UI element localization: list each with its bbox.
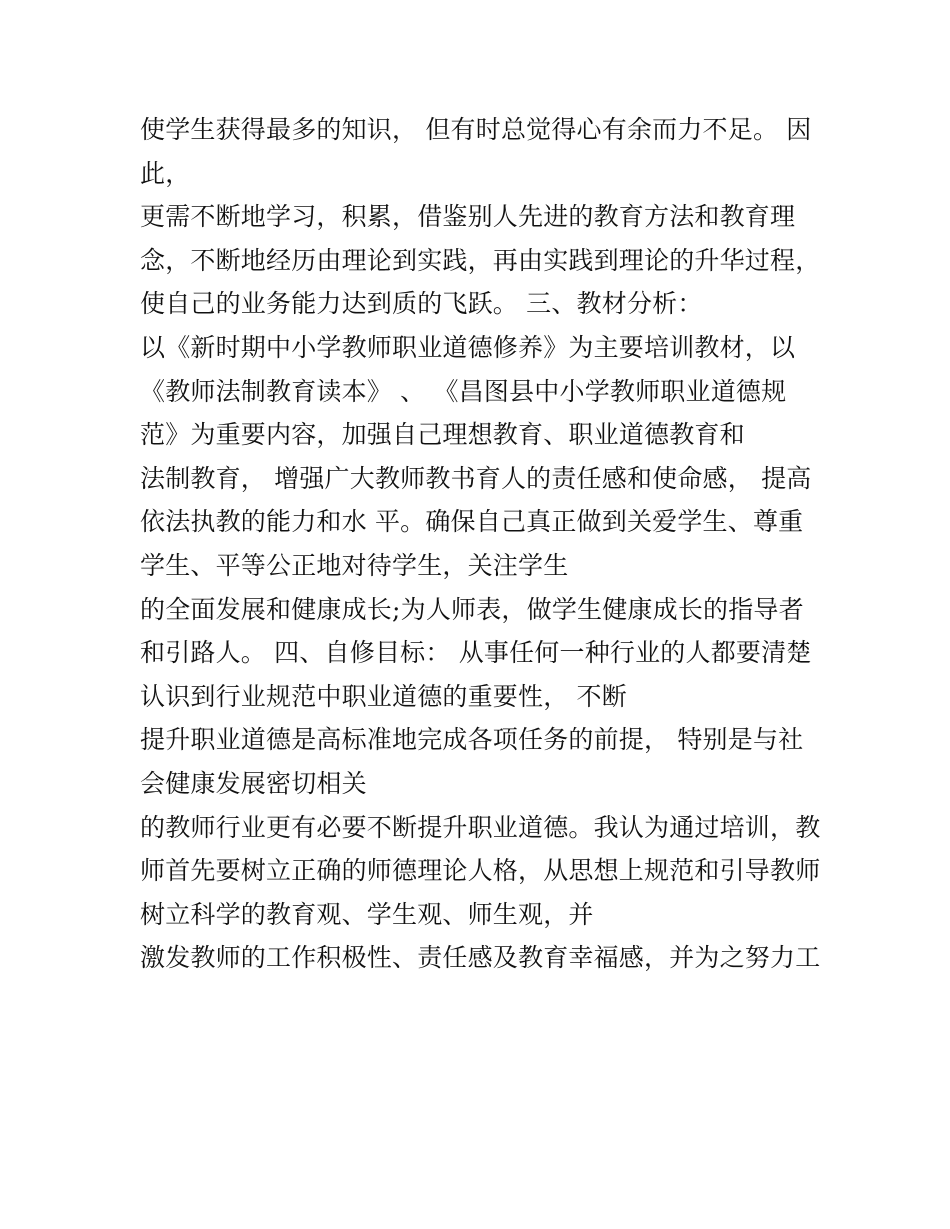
text-line: 念，不断地经历由理论到实践，再由实践到理论的升华过程， [140,245,821,275]
text-line: 树立科学的教育观、学生观、师生观，并 [140,899,594,929]
text-line: 使学生获得最多的知识， 但有时总觉得心有余而力不足。 因 [140,115,812,144]
text-line: 范》为重要内容，加强自己理想教育、职业道德教育和 [140,420,745,450]
text-line: 的教师行业更有必要不断提升职业道德。我认为通过培训，教 [140,812,821,842]
text-line: 会健康发展密切相关 [140,768,367,798]
text-line: 此， [140,158,191,188]
text-line: 更需不断地学习，积累，借鉴别人先进的教育方法和教育理 [140,202,796,232]
text-line: 学生、平等公正地对待学生，关注学生 [140,550,569,580]
text-line: 认识到行业规范中职业道德的重要性， 不断 [140,681,627,711]
text-line: 激发教师的工作积极性、责任感及教育幸福感，并为之努力工 [140,943,821,973]
text-line: 和引路人。 四、自修目标： 从事任何一种行业的人都要清楚 [140,638,812,668]
text-line: 师首先要树立正确的师德理论人格，从思想上规范和引导教师 [140,856,821,886]
body-text [140,108,820,980]
text-line: 依法执教的能力和水 平。确保自己真正做到关爱学生、尊重 [140,507,804,537]
text-line: 法制教育， 增强广大教师教书育人的责任感和使命感， 提高 [140,463,812,493]
text-line: 《教师法制教育读本》 、 《昌图县中小学教师职业道德规 [140,376,787,406]
text-line: 以《新时期中小学教师职业道德修养》为主要培训教材，以 [140,332,796,362]
text-line: 提升职业道德是高标准地完成各项任务的前提， 特别是与社 [140,725,804,755]
text-line: 使自己的业务能力达到质的飞跃。 三、教材分析： [140,289,703,319]
text-line: 的全面发展和健康成长;为人师表，做学生健康成长的指导者 [140,594,804,624]
